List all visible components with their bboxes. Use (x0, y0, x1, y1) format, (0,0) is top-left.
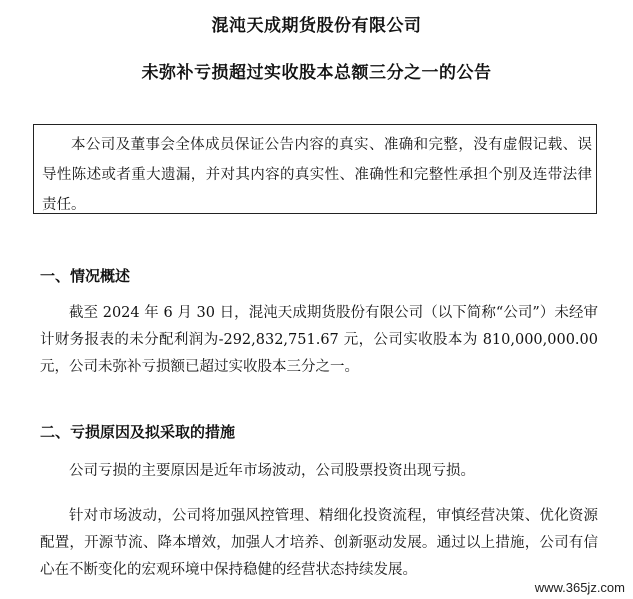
company-title: 混沌天成期货股份有限公司 (211, 16, 422, 36)
loss-reason-paragraph: 公司亏损的主要原因是近年市场波动，公司股票投资出现亏损。 (69, 463, 475, 479)
notice-title: 未弥补亏损超过实收股本总额三分之一的公告 (141, 63, 492, 83)
declaration-text: 本公司及董事会全体成员保证公告内容的真实、准确和完整，没有虚假记载、误导性陈述或者重大遗漏，并对其内容的真实性、准确性和完整性承担个别及连带法律责任。 (42, 137, 592, 213)
declaration-box (33, 124, 597, 214)
measures-paragraph: 针对市场波动，公司将加强风控管理、精细化投资流程，审慎经营决策、优化资源配置，开源节流、降本增效，加强人才培养、创新驱动发展。通过以上措施，公司有信心在不断变化的宏观环境中保持稳健的经营状态持续发展。 (40, 508, 598, 578)
overview-paragraph: 截至 2024 年 6 月 30 日，混沌天成期货股份有限公司（以下简称“公司”）未经审计财务报表的未分配利润为-292,832,751.67 元，公司实收股本为 810,000,000.00 元，公司未弥补亏损额已超过实收股本三分之一。 (40, 305, 598, 375)
section-heading-measures: 二、亏损原因及拟采取的措施 (40, 423, 236, 441)
site-watermark: www.365jz.com (534, 580, 625, 595)
section-heading-overview: 一、情况概述 (40, 267, 131, 285)
